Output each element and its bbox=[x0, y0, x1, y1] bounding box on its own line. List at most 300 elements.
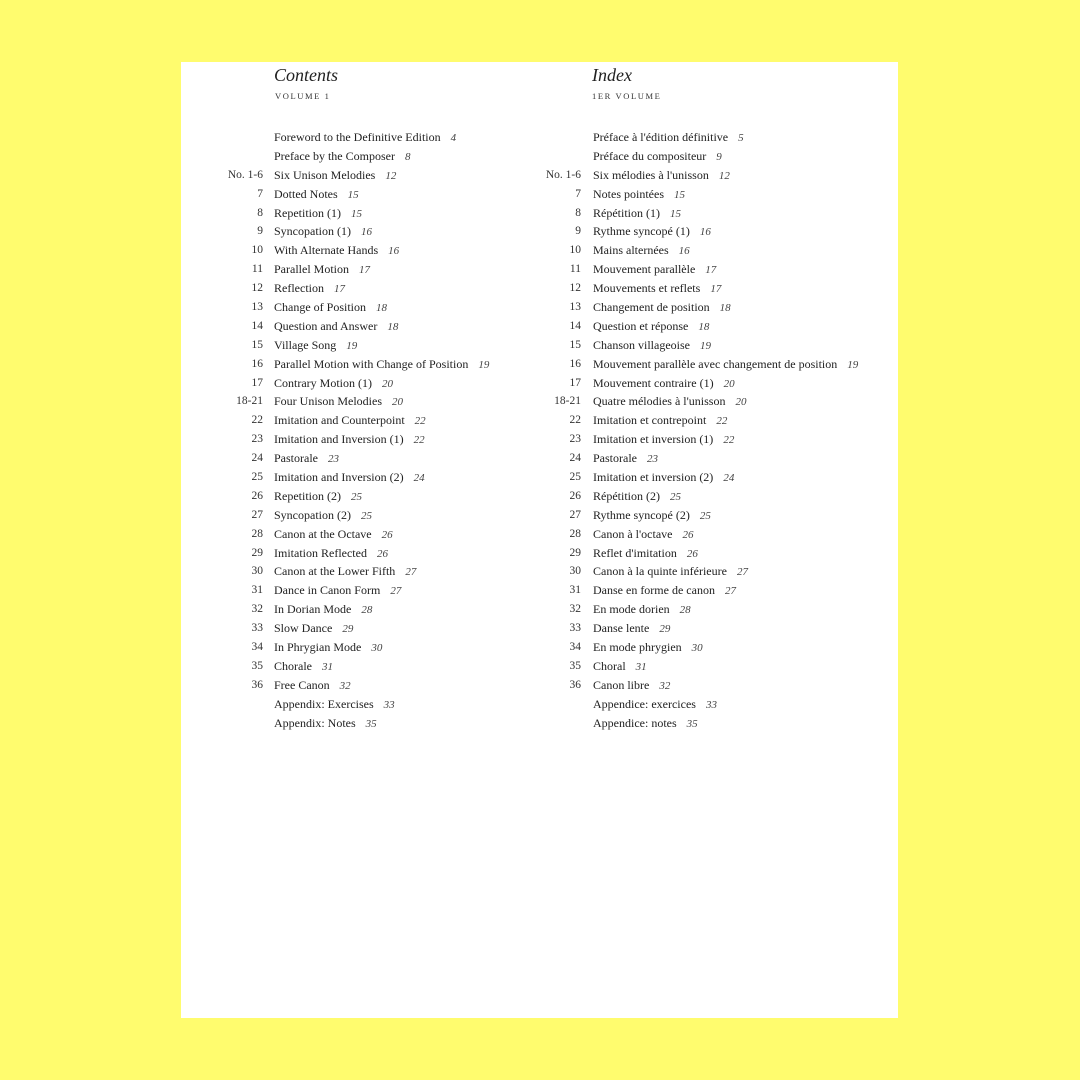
entry-title: Syncopation (1) bbox=[274, 224, 351, 239]
entry-page-number: 30 bbox=[691, 642, 703, 655]
entry-title: Six Unison Melodies bbox=[274, 167, 376, 182]
contents-entry bbox=[181, 638, 526, 657]
contents-entry bbox=[181, 128, 526, 147]
entry-number: No. 1-6 bbox=[227, 168, 263, 181]
entry-page-number: 8 bbox=[404, 150, 411, 163]
index-entry bbox=[521, 657, 898, 676]
entry-page-number: 27 bbox=[405, 566, 417, 579]
contents-subtitle: VOLUME 1 bbox=[275, 91, 331, 101]
entry-title: Reflet d'imitation bbox=[593, 545, 677, 560]
entry-title-line bbox=[274, 468, 425, 488]
entry-number: 31 bbox=[251, 584, 263, 597]
entry-page-number: 33 bbox=[383, 698, 395, 711]
entry-title: Canon libre bbox=[593, 677, 650, 692]
entry-title: Mains alternées bbox=[593, 243, 669, 258]
index-entry bbox=[521, 298, 898, 317]
entry-title-line bbox=[593, 487, 681, 507]
entry-page-number: 32 bbox=[339, 679, 351, 692]
entry-page-number: 18 bbox=[719, 302, 731, 315]
contents-entry bbox=[181, 562, 526, 581]
entry-page-number: 4 bbox=[450, 132, 457, 144]
contents-entry bbox=[181, 336, 526, 355]
entry-title: Preface by the Composer bbox=[274, 148, 395, 163]
entry-number: 10 bbox=[251, 244, 263, 257]
entry-title: Choral bbox=[593, 658, 626, 673]
contents-entry bbox=[181, 222, 526, 241]
entry-title: Imitation et contrepoint bbox=[593, 413, 707, 428]
index-entry bbox=[521, 185, 898, 204]
entry-title: Rythme syncopé (2) bbox=[593, 507, 690, 522]
entry-title-line bbox=[274, 392, 403, 412]
entry-title-line bbox=[274, 562, 416, 582]
index-entry bbox=[521, 411, 898, 430]
entry-title-line bbox=[593, 185, 685, 205]
index-entry bbox=[521, 638, 898, 657]
entry-number: 36 bbox=[569, 678, 581, 691]
index-entry bbox=[521, 449, 898, 468]
entry-number: 16 bbox=[569, 357, 581, 370]
entry-number: 9 bbox=[257, 225, 263, 238]
entry-title-line bbox=[274, 506, 372, 526]
entry-page-number: 19 bbox=[847, 358, 859, 371]
entry-title: Appendix: Notes bbox=[274, 715, 356, 730]
entry-number: 26 bbox=[569, 489, 581, 502]
entry-title-line bbox=[593, 600, 691, 620]
entry-page-number: 17 bbox=[359, 264, 370, 277]
entry-number: 12 bbox=[569, 282, 581, 295]
contents-entry bbox=[181, 449, 526, 468]
entry-page-number: 5 bbox=[738, 132, 744, 144]
entry-number: 18-21 bbox=[236, 395, 263, 408]
entry-page-number: 15 bbox=[674, 188, 685, 201]
entry-page-number: 20 bbox=[723, 377, 735, 390]
contents-entry bbox=[181, 714, 526, 733]
entry-number: No. 1-6 bbox=[545, 168, 581, 181]
entry-page-number: 16 bbox=[699, 226, 711, 239]
entry-title-line bbox=[274, 260, 370, 280]
entry-title: Canon at the Octave bbox=[274, 526, 372, 541]
entry-number: 24 bbox=[569, 452, 581, 465]
contents-entry bbox=[181, 430, 526, 449]
entry-page-number: 19 bbox=[346, 339, 358, 352]
entry-number: 8 bbox=[575, 206, 581, 219]
entry-number: 17 bbox=[569, 376, 581, 389]
entry-number: 11 bbox=[251, 263, 263, 276]
entry-title: Contrary Motion (1) bbox=[274, 375, 372, 390]
entry-title-line bbox=[274, 544, 388, 564]
entry-title-line bbox=[274, 619, 353, 639]
entry-number: 10 bbox=[569, 244, 581, 257]
entry-title: Mouvements et reflets bbox=[593, 281, 701, 296]
index-entry bbox=[521, 581, 898, 600]
entry-title: Free Canon bbox=[274, 677, 330, 692]
entry-title-line bbox=[593, 147, 722, 167]
entry-title-line bbox=[274, 355, 489, 375]
entry-title-line bbox=[593, 525, 693, 545]
entry-number: 24 bbox=[251, 452, 263, 465]
entry-title: Pastorale bbox=[593, 451, 637, 466]
entry-title-line bbox=[274, 185, 359, 205]
entry-title: Danse en forme de canon bbox=[593, 583, 715, 598]
entry-title-line bbox=[274, 676, 351, 696]
entry-page-number: 23 bbox=[328, 453, 339, 466]
entry-number: 26 bbox=[251, 489, 263, 502]
index-entry bbox=[521, 544, 898, 563]
entry-number: 23 bbox=[251, 433, 263, 446]
index-entry bbox=[521, 392, 898, 411]
contents-entry bbox=[181, 525, 526, 544]
entry-number: 34 bbox=[251, 641, 263, 654]
entry-number: 22 bbox=[569, 414, 581, 427]
entry-title-line bbox=[593, 544, 698, 564]
entry-page-number: 25 bbox=[699, 509, 711, 522]
entry-page-number: 17 bbox=[710, 283, 722, 296]
entry-number: 31 bbox=[569, 584, 581, 597]
entry-title: Notes pointées bbox=[593, 186, 664, 201]
entry-title: Imitation et inversion (2) bbox=[593, 470, 714, 485]
index-entry bbox=[521, 487, 898, 506]
index-entry bbox=[521, 147, 898, 166]
entry-page-number: 26 bbox=[686, 547, 698, 560]
entry-title: Change of Position bbox=[274, 300, 366, 315]
entry-page-number: 22 bbox=[716, 415, 728, 428]
entry-title-line bbox=[593, 374, 735, 394]
contents-entry bbox=[181, 166, 526, 185]
entry-number: 28 bbox=[569, 527, 581, 540]
entry-page-number: 28 bbox=[679, 604, 691, 617]
entry-page-number: 16 bbox=[678, 245, 690, 258]
entry-number: 36 bbox=[251, 678, 263, 691]
entry-title: Imitation and Inversion (2) bbox=[274, 470, 404, 485]
entry-page-number: 20 bbox=[392, 396, 403, 409]
entry-title-line bbox=[274, 374, 393, 394]
index-entry bbox=[521, 695, 898, 714]
contents-entry bbox=[181, 260, 526, 279]
entry-title-line bbox=[274, 449, 339, 469]
contents-entry bbox=[181, 279, 526, 298]
entry-title-line bbox=[274, 241, 399, 261]
contents-entry bbox=[181, 487, 526, 506]
entry-number: 27 bbox=[251, 508, 263, 521]
entry-page-number: 19 bbox=[478, 358, 490, 371]
entry-number: 15 bbox=[569, 338, 581, 351]
entry-title-line bbox=[593, 355, 858, 375]
entry-number: 25 bbox=[251, 471, 263, 484]
index-entry bbox=[521, 279, 898, 298]
contents-entry bbox=[181, 298, 526, 317]
entry-number: 17 bbox=[251, 376, 263, 389]
entry-title: Parallel Motion with Change of Position bbox=[274, 356, 469, 371]
entry-page-number: 29 bbox=[342, 623, 354, 636]
entry-number: 23 bbox=[569, 433, 581, 446]
entry-page-number: 32 bbox=[659, 679, 671, 692]
contents-entry bbox=[181, 600, 526, 619]
index-entry bbox=[521, 336, 898, 355]
entry-number: 35 bbox=[251, 659, 263, 672]
index-entry bbox=[521, 525, 898, 544]
index-entry bbox=[521, 317, 898, 336]
entry-title: Village Song bbox=[274, 337, 337, 352]
entry-title-line bbox=[593, 298, 731, 318]
entry-title: Chorale bbox=[274, 658, 312, 673]
entry-title: Parallel Motion bbox=[274, 262, 349, 277]
entry-title-line bbox=[593, 411, 727, 431]
entry-title-line bbox=[274, 430, 425, 450]
entry-page-number: 18 bbox=[387, 320, 399, 333]
entry-number: 11 bbox=[569, 263, 581, 276]
entry-title-line bbox=[593, 279, 721, 299]
entry-title-line bbox=[274, 695, 395, 715]
entry-title-line bbox=[593, 260, 716, 280]
entry-title-line bbox=[274, 204, 362, 224]
entry-title-line bbox=[593, 317, 709, 337]
entry-number: 12 bbox=[251, 282, 263, 295]
index-entry bbox=[521, 355, 898, 374]
entry-title-line bbox=[274, 600, 372, 620]
entry-page-number: 15 bbox=[347, 188, 359, 201]
entry-page-number: 33 bbox=[705, 698, 717, 711]
entry-title: Slow Dance bbox=[274, 621, 333, 636]
entry-title: Quatre mélodies à l'unisson bbox=[593, 394, 726, 409]
entry-title: Changement de position bbox=[593, 300, 710, 315]
entry-title-line bbox=[593, 562, 748, 582]
entry-title: In Phrygian Mode bbox=[274, 640, 362, 655]
index-entry bbox=[521, 468, 898, 487]
entry-number: 27 bbox=[569, 508, 581, 521]
entry-title: In Dorian Mode bbox=[274, 602, 352, 617]
entry-title: Foreword to the Definitive Edition bbox=[274, 130, 441, 144]
index-entry bbox=[521, 714, 898, 733]
index-entry bbox=[521, 600, 898, 619]
entry-number: 28 bbox=[251, 527, 263, 540]
index-list bbox=[521, 128, 898, 733]
entry-title-line bbox=[274, 638, 382, 658]
contents-entry bbox=[181, 619, 526, 638]
entry-page-number: 26 bbox=[376, 547, 388, 560]
contents-entry bbox=[181, 185, 526, 204]
entry-page-number: 24 bbox=[723, 472, 735, 485]
entry-page-number: 27 bbox=[390, 585, 402, 598]
entry-number: 13 bbox=[569, 301, 581, 314]
entry-title: Appendix: Exercises bbox=[274, 696, 374, 711]
entry-title: With Alternate Hands bbox=[274, 243, 379, 258]
entry-title: Chanson villageoise bbox=[593, 337, 690, 352]
entry-title: Syncopation (2) bbox=[274, 507, 351, 522]
entry-number: 22 bbox=[251, 414, 263, 427]
entry-number: 13 bbox=[251, 301, 263, 314]
contents-entry bbox=[181, 544, 526, 563]
entry-page-number: 26 bbox=[682, 528, 694, 541]
entry-title-line bbox=[593, 468, 734, 488]
entry-number: 14 bbox=[569, 319, 581, 332]
entry-title-line bbox=[274, 487, 362, 507]
contents-entry bbox=[181, 317, 526, 336]
contents-entry bbox=[181, 355, 526, 374]
index-title: Index bbox=[592, 65, 632, 85]
entry-number: 9 bbox=[575, 225, 581, 238]
entry-title: Répétition (2) bbox=[593, 488, 660, 503]
entry-number: 7 bbox=[575, 187, 581, 200]
entry-page-number: 18 bbox=[698, 320, 710, 333]
entry-number: 33 bbox=[251, 622, 263, 635]
entry-number: 34 bbox=[569, 641, 581, 654]
index-entry bbox=[521, 128, 898, 147]
entry-title-line bbox=[274, 279, 345, 299]
entry-page-number: 27 bbox=[724, 585, 736, 598]
entry-title-line bbox=[593, 392, 746, 412]
entry-page-number: 17 bbox=[333, 283, 345, 296]
entry-title-line bbox=[593, 714, 698, 734]
entry-title-line bbox=[593, 430, 734, 450]
entry-title: Appendice: exercices bbox=[593, 696, 696, 711]
index-entry bbox=[521, 241, 898, 260]
entry-title: Imitation Reflected bbox=[274, 545, 367, 560]
entry-title-line bbox=[593, 166, 730, 186]
entry-page-number: 31 bbox=[635, 660, 647, 673]
entry-number: 18-21 bbox=[554, 395, 581, 408]
entry-title-line bbox=[593, 676, 670, 696]
entry-title: Repetition (2) bbox=[274, 488, 341, 503]
entry-number: 30 bbox=[251, 565, 263, 578]
entry-title: Répétition (1) bbox=[593, 205, 660, 220]
entry-page-number: 22 bbox=[414, 415, 426, 428]
contents-title: Contents bbox=[274, 65, 339, 85]
entry-title-line bbox=[274, 336, 357, 356]
entry-title-line bbox=[593, 638, 703, 658]
contents-entry bbox=[181, 506, 526, 525]
index-subtitle: 1ER VOLUME bbox=[592, 91, 662, 101]
entry-page-number: 26 bbox=[381, 528, 393, 541]
contents-entry bbox=[181, 147, 526, 166]
entry-title: Pastorale bbox=[274, 451, 318, 466]
contents-entry bbox=[181, 374, 526, 393]
index-entry bbox=[521, 222, 898, 241]
entry-number: 32 bbox=[251, 603, 263, 616]
entry-title-line bbox=[593, 506, 711, 526]
entry-page-number: 29 bbox=[659, 623, 671, 636]
entry-page-number: 25 bbox=[669, 490, 681, 503]
entry-title: Appendice: notes bbox=[593, 715, 677, 730]
entry-title-line bbox=[593, 204, 681, 224]
entry-title: En mode phrygien bbox=[593, 640, 682, 655]
entry-page-number: 19 bbox=[699, 339, 711, 352]
entry-title-line bbox=[274, 222, 372, 242]
entry-page-number: 20 bbox=[735, 396, 747, 409]
entry-title: Dance in Canon Form bbox=[274, 583, 381, 598]
entry-title: En mode dorien bbox=[593, 602, 670, 617]
entry-title: Danse lente bbox=[593, 621, 650, 636]
entry-page-number: 20 bbox=[382, 377, 393, 390]
entry-title-line bbox=[593, 581, 736, 601]
entry-title: Reflection bbox=[274, 281, 324, 296]
entry-title: Question and Answer bbox=[274, 318, 378, 333]
entry-title-line bbox=[274, 525, 393, 545]
entry-page-number: 24 bbox=[413, 472, 425, 485]
contents-entry bbox=[181, 241, 526, 260]
index-entry bbox=[521, 430, 898, 449]
entry-title-line bbox=[593, 128, 744, 148]
entry-page-number: 16 bbox=[388, 245, 400, 258]
entry-page-number: 15 bbox=[669, 207, 681, 220]
entry-title: Imitation and Counterpoint bbox=[274, 413, 405, 428]
entry-page-number: 23 bbox=[647, 453, 658, 466]
entry-page-number: 35 bbox=[686, 717, 698, 730]
entry-page-number: 28 bbox=[361, 604, 373, 617]
entry-title-line bbox=[593, 241, 690, 261]
entry-title: Rythme syncopé (1) bbox=[593, 224, 690, 239]
contents-entry bbox=[181, 411, 526, 430]
index-entry bbox=[521, 166, 898, 185]
entry-title-line bbox=[274, 581, 401, 601]
entry-title: Imitation et inversion (1) bbox=[593, 432, 714, 447]
contents-entry bbox=[181, 581, 526, 600]
entry-title-line bbox=[274, 128, 456, 148]
entry-number: 29 bbox=[569, 546, 581, 559]
entry-title: Canon at the Lower Fifth bbox=[274, 564, 396, 579]
entry-page-number: 22 bbox=[723, 434, 735, 447]
entry-title: Question et réponse bbox=[593, 318, 689, 333]
entry-number: 30 bbox=[569, 565, 581, 578]
entry-title-line bbox=[274, 317, 398, 337]
entry-title-line bbox=[274, 298, 387, 318]
index-entry bbox=[521, 260, 898, 279]
entry-title: Imitation and Inversion (1) bbox=[274, 432, 404, 447]
entry-title: Dotted Notes bbox=[274, 186, 338, 201]
entry-page-number: 22 bbox=[413, 434, 425, 447]
entry-page-number: 9 bbox=[716, 150, 722, 163]
contents-list bbox=[181, 128, 526, 733]
index-entry bbox=[521, 374, 898, 393]
index-entry bbox=[521, 562, 898, 581]
entry-title-line bbox=[593, 619, 670, 639]
entry-page-number: 35 bbox=[365, 717, 377, 730]
entry-page-number: 18 bbox=[376, 302, 387, 315]
entry-title: Six mélodies à l'unisson bbox=[593, 167, 709, 182]
entry-title-line bbox=[593, 222, 711, 242]
entry-number: 16 bbox=[251, 357, 263, 370]
entry-page-number: 31 bbox=[322, 660, 333, 673]
entry-number: 33 bbox=[569, 622, 581, 635]
index-entry bbox=[521, 506, 898, 525]
entry-page-number: 15 bbox=[350, 207, 362, 220]
entry-title-line bbox=[593, 657, 647, 677]
entry-page-number: 12 bbox=[718, 169, 730, 182]
entry-title-line bbox=[274, 411, 426, 431]
entry-number: 7 bbox=[257, 187, 263, 200]
entry-number: 25 bbox=[569, 471, 581, 484]
entry-title-line bbox=[593, 336, 711, 356]
entry-number: 35 bbox=[569, 659, 581, 672]
entry-number: 29 bbox=[251, 546, 263, 559]
entry-title-line bbox=[274, 166, 396, 186]
entry-number: 15 bbox=[251, 338, 263, 351]
entry-title: Canon à l'octave bbox=[593, 526, 673, 541]
entry-title: Préface à l'édition définitive bbox=[593, 130, 729, 144]
entry-title-line bbox=[274, 714, 377, 734]
entry-page-number: 25 bbox=[361, 509, 372, 522]
entry-title-line bbox=[274, 657, 333, 677]
entry-title: Repetition (1) bbox=[274, 205, 341, 220]
entry-title-line bbox=[274, 147, 410, 167]
contents-entry bbox=[181, 204, 526, 223]
entry-page-number: 17 bbox=[705, 264, 717, 277]
entry-number: 32 bbox=[569, 603, 581, 616]
entry-page-number: 12 bbox=[385, 169, 397, 182]
document-page bbox=[181, 62, 898, 1018]
contents-entry bbox=[181, 392, 526, 411]
index-entry bbox=[521, 204, 898, 223]
entry-title: Four Unison Melodies bbox=[274, 394, 382, 409]
